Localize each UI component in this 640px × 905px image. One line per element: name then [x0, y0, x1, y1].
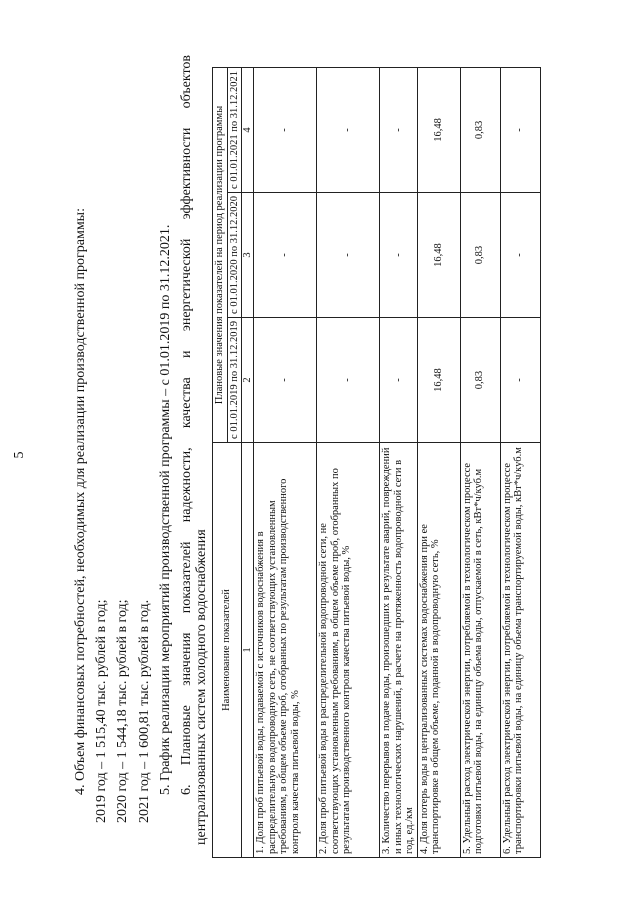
header-period-2019: с 01.01.2019 по 31.12.2019 — [227, 318, 242, 443]
indicator-name: 5. Удельный расход электрической энергии, потребляемой в технологическом процессе подготовки питьевой воды, на единицу объема воды, отпускаемой в сеть, кВт*ч/куб.м — [460, 443, 500, 858]
column-number: 4 — [242, 67, 254, 192]
value-2021: - — [380, 67, 418, 192]
value-2019: - — [500, 318, 540, 443]
value-2019: - — [317, 318, 380, 443]
value-2021: 16,48 — [417, 67, 460, 192]
table-row — [460, 67, 500, 857]
section-5-schedule: 5. График реализации мероприятий производственной программы – с 01.01.2019 по 31.12.2021. — [158, 224, 173, 795]
column-number: 3 — [242, 193, 254, 318]
value-2020: - — [380, 193, 418, 318]
column-number: 1 — [242, 443, 254, 858]
value-2021: 0,83 — [460, 67, 500, 192]
section-4-heading: 4. Объем финансовых потребностей, необходимых для реализации производственной программы: — [73, 208, 88, 795]
value-2020: - — [254, 193, 317, 318]
table-row — [500, 67, 540, 857]
table-index-row — [242, 67, 254, 857]
value-2020: 16,48 — [417, 193, 460, 318]
table-row — [317, 67, 380, 857]
header-period-2021: с 01.01.2021 по 31.12.2021 — [227, 67, 242, 192]
value-2019: 16,48 — [417, 318, 460, 443]
indicator-name: 4. Доля потерь воды в централизованных системах водоснабжения при ее транспортировке в общем объеме, поданной в водопроводную сеть, % — [417, 443, 460, 858]
table-row — [417, 67, 460, 857]
indicator-name: 3. Количество перерывов в подаче воды, произошедших в результате аварий, повреждений и иных технологических нарушений, в расчете на протяженность водопроводной сети в год, ед./км — [380, 443, 418, 858]
table-row — [254, 67, 317, 857]
value-2019: - — [380, 318, 418, 443]
financing-2021: 2021 год – 1 600,81 тыс. рублей в год. — [137, 599, 152, 823]
value-2019: 0,83 — [460, 318, 500, 443]
value-2021: - — [254, 67, 317, 192]
table-header-row — [213, 67, 228, 857]
section-6-heading: 6. Плановые значения показателей надежности, качества и энергетической эффективности объектов — [179, 55, 194, 795]
header-period-2020: с 01.01.2020 по 31.12.2020 — [227, 193, 242, 318]
header-indicator-name: Наименование показателей — [213, 443, 242, 858]
indicators-table — [212, 67, 541, 858]
value-2020: 0,83 — [460, 193, 500, 318]
page-number: 5 — [12, 451, 27, 459]
indicator-name: 2. Доля проб питьевой воды в распределительной водопроводной сети, не соответствующих установленным требованиям, в общем объеме проб, отобранных по результатам производственного контроля качества питьевой воды, % — [317, 443, 380, 858]
value-2021: - — [317, 67, 380, 192]
column-number: 2 — [242, 318, 254, 443]
value-2020: - — [317, 193, 380, 318]
value-2019: - — [254, 318, 317, 443]
table-row — [380, 67, 418, 857]
value-2020: - — [500, 193, 540, 318]
section-6-heading-cont: централизованных систем холодного водоснабжения — [194, 529, 209, 845]
financing-2019: 2019 год – 1 515,40 тыс. рублей в год; — [94, 599, 109, 823]
indicator-name: 1. Доля проб питьевой воды, подаваемой с источников водоснабжения в распределительную водопроводную сеть, не соответствующих установленным требованиям, в общем объеме проб, отобранных по результатам производственного контроля качества питьевой воды, % — [254, 443, 317, 858]
value-2021: - — [500, 67, 540, 192]
financing-2020: 2020 год – 1 544,18 тыс. рублей в год; — [115, 599, 130, 823]
header-planned-values: Плановые значения показателей на период реализации программы — [213, 67, 228, 442]
indicator-name: 6. Удельный расход электрической энергии, потребляемой в технологическом процессе транспортировки питьевой воды, на единицу объема транспортируемой воды, кВт*ч/куб.м — [500, 443, 540, 858]
